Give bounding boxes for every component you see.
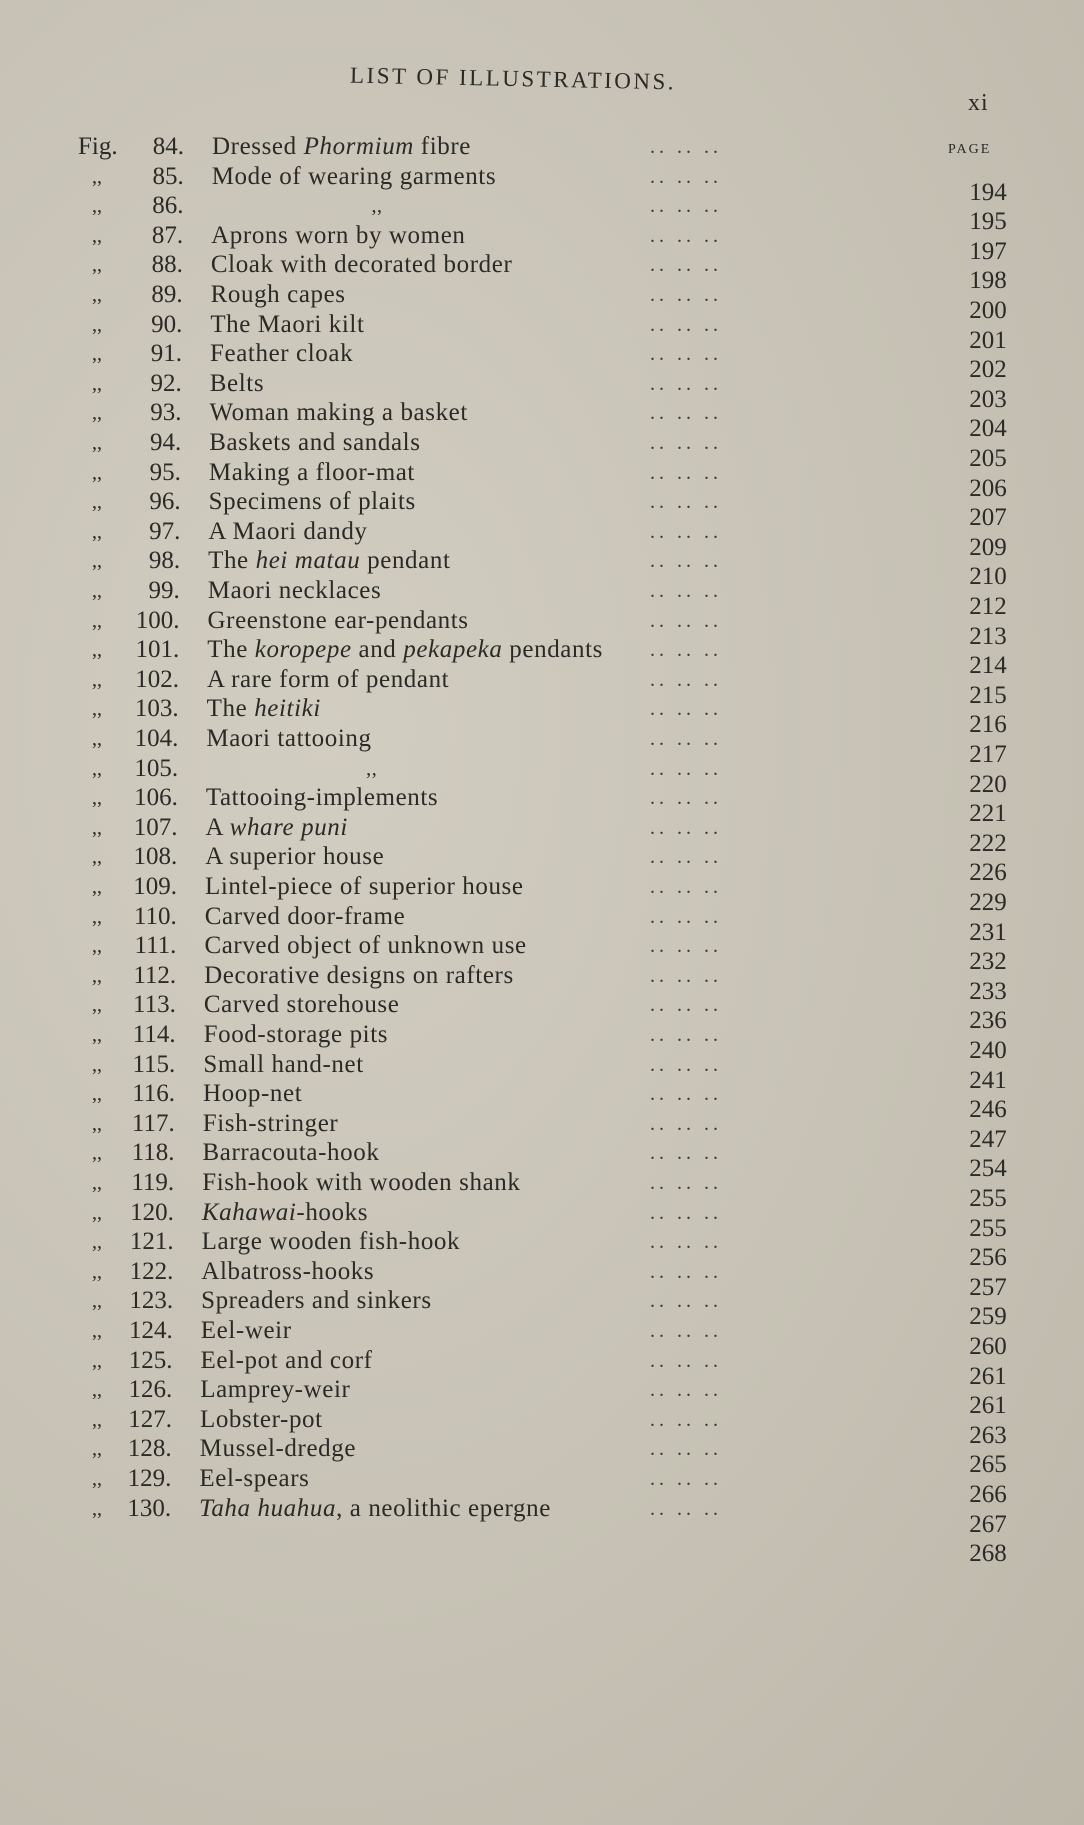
figure-title: ,, bbox=[366, 757, 378, 780]
ditto-mark: ,, bbox=[92, 165, 102, 188]
ditto-mark: ,, bbox=[92, 550, 102, 573]
figure-title: Lamprey-weir bbox=[200, 1376, 351, 1404]
figure-number: 115. bbox=[132, 1050, 176, 1078]
page-ref: 254 bbox=[969, 1155, 1007, 1183]
ditto-mark: ,, bbox=[92, 757, 102, 780]
figure-title: The hei matau pendant bbox=[208, 547, 451, 575]
figure-number: 110. bbox=[133, 902, 177, 930]
page-ref: 220 bbox=[969, 770, 1007, 798]
figure-title: Small hand-net bbox=[203, 1050, 364, 1078]
page-ref: 263 bbox=[969, 1421, 1007, 1449]
figure-title: Baskets and sandals bbox=[209, 429, 421, 456]
figure-title: A Maori dandy bbox=[208, 517, 368, 545]
figure-number: 106. bbox=[134, 784, 178, 812]
ditto-mark: ,, bbox=[92, 1438, 102, 1461]
figure-title: Lintel-piece of superior house bbox=[205, 873, 524, 900]
leader-dots: .. .. .. bbox=[650, 254, 722, 277]
figure-title: Specimens of plaits bbox=[208, 488, 416, 516]
leader-dots: .. .. .. bbox=[650, 580, 722, 602]
ditto-mark: ,, bbox=[92, 1083, 102, 1106]
ditto-mark: ,, bbox=[92, 935, 102, 958]
page-ref: 198 bbox=[969, 267, 1007, 295]
leader-dots: .. .. .. bbox=[650, 1408, 722, 1431]
leader-dots: .. .. .. bbox=[650, 520, 722, 543]
figure-number: 118. bbox=[131, 1139, 175, 1167]
figure-number: 125. bbox=[128, 1346, 173, 1374]
leader-dots: .. .. .. bbox=[650, 1438, 722, 1461]
ditto-mark: ,, bbox=[92, 1053, 102, 1076]
ditto-mark: ,, bbox=[92, 905, 102, 928]
leader-dots: .. .. .. bbox=[650, 994, 722, 1017]
figure-title: Rough capes bbox=[210, 281, 346, 308]
page-ref: 200 bbox=[969, 297, 1007, 324]
page-ref: 240 bbox=[969, 1037, 1007, 1064]
page-ref: 232 bbox=[969, 948, 1007, 976]
leader-dots: .. .. .. bbox=[650, 639, 722, 662]
figure-title: Food-storage pits bbox=[203, 1021, 389, 1048]
ditto-mark: ,, bbox=[92, 195, 102, 218]
figure-number: 97. bbox=[149, 517, 181, 545]
leader-dots: .. .. .. bbox=[650, 668, 722, 691]
ditto-mark: ,, bbox=[92, 343, 102, 366]
figure-number: 87. bbox=[151, 221, 184, 249]
page-ref: 241 bbox=[969, 1066, 1007, 1094]
figure-number: 119. bbox=[131, 1169, 175, 1196]
ditto-mark: ,, bbox=[92, 1349, 102, 1372]
figure-number: 127. bbox=[128, 1405, 172, 1433]
page-ref: 204 bbox=[969, 415, 1007, 443]
page-ref: 212 bbox=[969, 593, 1007, 620]
ditto-mark: ,, bbox=[92, 1260, 102, 1283]
leader-dots: .. .. .. bbox=[650, 935, 722, 958]
figure-title: Making a floor-mat bbox=[208, 458, 415, 486]
figure-title: Tattooing-implements bbox=[205, 784, 439, 812]
ditto-mark: ,, bbox=[92, 432, 102, 454]
figure-title: Fish-hook with wooden shank bbox=[202, 1169, 521, 1196]
leader-dots: .. .. .. bbox=[650, 432, 722, 454]
figure-number: 85. bbox=[152, 162, 184, 190]
leader-dots: .. .. .. bbox=[650, 905, 722, 928]
ditto-mark: ,, bbox=[92, 1024, 102, 1046]
figure-title: Fish-stringer bbox=[202, 1109, 339, 1137]
figure-title: Carved door-frame bbox=[204, 902, 406, 930]
ditto-mark: ,, bbox=[92, 1201, 102, 1224]
leader-dots: .. .. .. bbox=[650, 728, 722, 750]
figure-number: 128. bbox=[127, 1435, 172, 1463]
leader-dots: .. .. .. bbox=[650, 372, 722, 395]
figure-title: A superior house bbox=[205, 843, 385, 871]
figure-title: Mode of wearing garments bbox=[211, 162, 497, 190]
page-ref: 261 bbox=[969, 1362, 1007, 1390]
page-ref: 268 bbox=[969, 1540, 1007, 1568]
figure-number: 101. bbox=[135, 636, 180, 664]
page-ref: 194 bbox=[969, 178, 1007, 206]
figure-number: 98. bbox=[148, 547, 181, 575]
ditto-mark: ,, bbox=[92, 994, 102, 1017]
leader-dots: .. .. .. bbox=[650, 1320, 722, 1342]
page-number: xi bbox=[968, 90, 989, 116]
figure-number: 102. bbox=[135, 665, 179, 693]
leader-dots: .. .. .. bbox=[650, 224, 722, 247]
ditto-mark: ,, bbox=[92, 698, 102, 721]
leader-dots: .. .. .. bbox=[650, 284, 722, 306]
figure-title: Carved object of unknown use bbox=[204, 932, 527, 960]
leader-dots: .. .. .. bbox=[650, 846, 722, 869]
figure-title: Mussel-dredge bbox=[199, 1435, 357, 1463]
ditto-mark: ,, bbox=[92, 728, 102, 750]
figure-number: 103. bbox=[134, 695, 179, 723]
ditto-mark: ,, bbox=[92, 1172, 102, 1194]
page-ref: 246 bbox=[969, 1096, 1007, 1124]
running-title: LIST OF ILLUSTRATIONS. bbox=[349, 62, 677, 95]
page-column-label: PAGE bbox=[948, 142, 992, 157]
page-ref: 203 bbox=[969, 385, 1007, 413]
page-ref: 221 bbox=[969, 800, 1007, 828]
figure-number: 111. bbox=[134, 932, 177, 960]
figure-title: Belts bbox=[209, 369, 265, 397]
ditto-mark: ,, bbox=[92, 224, 102, 247]
figure-number: 92. bbox=[150, 369, 182, 397]
leader-dots: .. .. .. bbox=[650, 1172, 722, 1194]
figure-number: 89. bbox=[151, 281, 183, 308]
ditto-mark: ,, bbox=[92, 787, 102, 810]
page-ref: 259 bbox=[969, 1303, 1007, 1331]
leader-dots: .. .. .. bbox=[650, 757, 722, 780]
figure-number: 109. bbox=[133, 873, 177, 900]
page-header bbox=[0, 62, 1084, 116]
figure-number: 95. bbox=[149, 458, 181, 486]
figure-title: Feather cloak bbox=[210, 340, 354, 368]
figure-title: Carved storehouse bbox=[203, 991, 400, 1019]
page-ref: 209 bbox=[969, 533, 1007, 561]
ditto-mark: ,, bbox=[92, 402, 102, 425]
figure-title: A rare form of pendant bbox=[206, 665, 450, 693]
page-ref: 266 bbox=[969, 1481, 1007, 1508]
figure-number: 130. bbox=[127, 1494, 172, 1522]
figure-number: 104. bbox=[134, 725, 179, 752]
page-ref: 207 bbox=[969, 504, 1007, 532]
leader-dots: .. .. .. bbox=[650, 787, 722, 810]
leader-dots: .. .. .. bbox=[650, 550, 722, 573]
figure-number: 96. bbox=[149, 488, 181, 516]
ditto-mark: ,, bbox=[92, 964, 102, 987]
ditto-mark: ,, bbox=[92, 372, 102, 395]
figure-title: Eel-spears bbox=[199, 1465, 310, 1492]
figure-title: Eel-pot and corf bbox=[200, 1346, 373, 1374]
figure-number: 113. bbox=[133, 991, 176, 1019]
ditto-mark: ,, bbox=[92, 520, 102, 543]
figure-title: Dressed Phormium fibre bbox=[212, 133, 471, 160]
page-ref: 265 bbox=[969, 1451, 1007, 1479]
ditto-mark: ,, bbox=[92, 1231, 102, 1254]
leader-dots: .. .. .. bbox=[650, 1083, 722, 1106]
figure-number: 129. bbox=[127, 1465, 172, 1492]
figure-title: ,, bbox=[371, 195, 383, 218]
figure-number: 107. bbox=[133, 813, 178, 841]
leader-dots: .. .. .. bbox=[650, 698, 722, 721]
figure-title: Aprons worn by women bbox=[211, 221, 466, 249]
page-ref: 206 bbox=[969, 474, 1007, 502]
page-ref: 201 bbox=[969, 326, 1007, 354]
leader-dots: .. .. .. bbox=[650, 461, 722, 484]
leader-dots: .. .. .. bbox=[650, 491, 722, 514]
figure-number: 123. bbox=[129, 1287, 174, 1315]
leader-dots: .. .. .. bbox=[650, 964, 722, 987]
page-ref: 202 bbox=[969, 356, 1007, 384]
figure-number: 122. bbox=[129, 1257, 174, 1285]
leader-dots: .. .. .. bbox=[650, 1053, 722, 1076]
page-ref: 233 bbox=[969, 977, 1007, 1005]
ditto-mark: ,, bbox=[92, 1497, 102, 1520]
figure-title: Albatross-hooks bbox=[201, 1257, 375, 1285]
leader-dots: .. .. .. bbox=[650, 1231, 722, 1254]
ditto-mark: ,, bbox=[92, 1320, 102, 1342]
figure-title: Taha huahua, a neolithic epergne bbox=[199, 1494, 551, 1522]
page-ref: 261 bbox=[969, 1392, 1007, 1420]
page-ref: 231 bbox=[969, 918, 1007, 946]
page-ref: 205 bbox=[969, 445, 1007, 472]
leader-dots: .. .. .. bbox=[650, 1260, 722, 1283]
figure-title: Maori tattooing bbox=[206, 725, 372, 752]
leader-dots: .. .. .. bbox=[650, 1290, 722, 1313]
figure-number: 88. bbox=[151, 251, 183, 279]
page-ref: 213 bbox=[969, 622, 1007, 650]
figure-title: Cloak with decorated border bbox=[210, 251, 513, 279]
ditto-mark: ,, bbox=[92, 313, 102, 336]
figure-title: Barracouta-hook bbox=[202, 1139, 380, 1167]
ditto-mark: ,, bbox=[92, 668, 102, 691]
leader-dots: .. .. .. bbox=[650, 402, 722, 425]
leader-dots: .. .. .. bbox=[650, 1142, 722, 1165]
figure-number: 114. bbox=[132, 1021, 176, 1048]
figure-title: Spreaders and sinkers bbox=[201, 1287, 432, 1315]
figure-number: 120. bbox=[130, 1198, 174, 1226]
figure-title: Eel-weir bbox=[200, 1317, 292, 1344]
leader-dots: .. .. .. bbox=[650, 1497, 722, 1520]
figure-number: 124. bbox=[129, 1317, 173, 1344]
leader-dots: .. .. .. bbox=[650, 1201, 722, 1224]
ditto-mark: ,, bbox=[92, 816, 102, 839]
figure-number: 91. bbox=[150, 340, 183, 368]
page-ref: 214 bbox=[969, 652, 1007, 680]
ditto-mark: ,, bbox=[92, 1468, 102, 1490]
page-ref: 236 bbox=[969, 1007, 1007, 1035]
ditto-mark: ,, bbox=[92, 639, 102, 662]
figure-number: 84. bbox=[152, 133, 184, 160]
figure-title: A whare puni bbox=[205, 813, 348, 841]
ditto-mark: ,, bbox=[92, 1379, 102, 1402]
ditto-mark: ,, bbox=[92, 461, 102, 484]
figure-number: 121. bbox=[129, 1228, 174, 1256]
ditto-mark: ,, bbox=[92, 1290, 102, 1313]
ditto-mark: ,, bbox=[92, 1408, 102, 1431]
page-ref: 256 bbox=[969, 1244, 1007, 1272]
page-ref: 255 bbox=[969, 1214, 1007, 1242]
figure-title: Woman making a basket bbox=[209, 399, 468, 427]
figure-number: 105. bbox=[134, 754, 179, 782]
figure-title: Decorative designs on rafters bbox=[204, 961, 514, 989]
page-ref: 267 bbox=[969, 1510, 1007, 1538]
figure-number: 126. bbox=[128, 1376, 173, 1404]
figure-title: Greenstone ear-pendants bbox=[207, 606, 469, 634]
leader-dots: .. .. .. bbox=[650, 195, 722, 218]
page-ref: 247 bbox=[969, 1125, 1007, 1153]
figure-title: The koropepe and pekapeka pendants bbox=[207, 636, 603, 664]
figure-title: Hoop-net bbox=[203, 1080, 303, 1108]
leader-dots: .. .. .. bbox=[650, 165, 722, 188]
page-ref: 210 bbox=[969, 563, 1007, 591]
ditto-mark: ,, bbox=[92, 609, 102, 632]
ditto-mark: ,, bbox=[92, 1112, 102, 1135]
page-ref: 229 bbox=[969, 889, 1007, 916]
page-ref: 217 bbox=[969, 741, 1007, 768]
ditto-mark: ,, bbox=[92, 876, 102, 898]
page-ref: 215 bbox=[969, 681, 1007, 709]
figure-title: Maori necklaces bbox=[207, 577, 382, 604]
leader-dots: .. .. .. bbox=[650, 609, 722, 632]
figure-title: Lobster-pot bbox=[199, 1405, 323, 1433]
figure-number: 94. bbox=[149, 429, 182, 456]
page-ref: 222 bbox=[969, 829, 1007, 857]
figure-number: 99. bbox=[148, 577, 180, 604]
ditto-mark: ,, bbox=[92, 580, 102, 602]
ditto-mark: ,, bbox=[92, 1142, 102, 1165]
leader-dots: .. .. .. bbox=[650, 816, 722, 839]
figure-title: Kahawai-hooks bbox=[201, 1198, 369, 1226]
figure-number: 117. bbox=[131, 1109, 175, 1137]
page-ref: 255 bbox=[969, 1185, 1007, 1212]
page-ref: 216 bbox=[969, 711, 1007, 739]
leader-dots: .. .. .. bbox=[650, 1379, 722, 1402]
leader-dots: .. .. .. bbox=[650, 1468, 722, 1490]
leader-dots: .. .. .. bbox=[650, 136, 722, 158]
page-ref: 260 bbox=[969, 1333, 1007, 1360]
list-item bbox=[0, 1521, 1084, 1568]
page-ref: 195 bbox=[969, 208, 1007, 236]
leader-dots: .. .. .. bbox=[650, 343, 722, 366]
leader-dots: .. .. .. bbox=[650, 876, 722, 898]
fig-label: Fig. bbox=[78, 133, 118, 160]
figure-title: Large wooden fish-hook bbox=[201, 1228, 461, 1256]
leader-dots: .. .. .. bbox=[650, 1349, 722, 1372]
page-ref: 257 bbox=[969, 1273, 1007, 1301]
ditto-mark: ,, bbox=[92, 846, 102, 869]
figure-number: 86. bbox=[152, 192, 184, 220]
ditto-mark: ,, bbox=[92, 254, 102, 277]
page-ref: 197 bbox=[969, 237, 1007, 265]
figure-number: 100. bbox=[135, 606, 180, 634]
figure-title: The Maori kilt bbox=[210, 310, 365, 338]
page-ref: 226 bbox=[969, 859, 1007, 887]
figure-number: 93. bbox=[150, 399, 182, 427]
ditto-mark: ,, bbox=[92, 284, 102, 306]
leader-dots: .. .. .. bbox=[650, 1024, 722, 1046]
leader-dots: .. .. .. bbox=[650, 1112, 722, 1135]
ditto-mark: ,, bbox=[92, 491, 102, 514]
figure-number: 116. bbox=[132, 1080, 176, 1108]
leader-dots: .. .. .. bbox=[650, 313, 722, 336]
figure-number: 108. bbox=[133, 843, 178, 871]
figure-number: 112. bbox=[133, 961, 177, 989]
figure-title: The heitiki bbox=[206, 695, 321, 723]
figure-number: 90. bbox=[151, 310, 183, 338]
